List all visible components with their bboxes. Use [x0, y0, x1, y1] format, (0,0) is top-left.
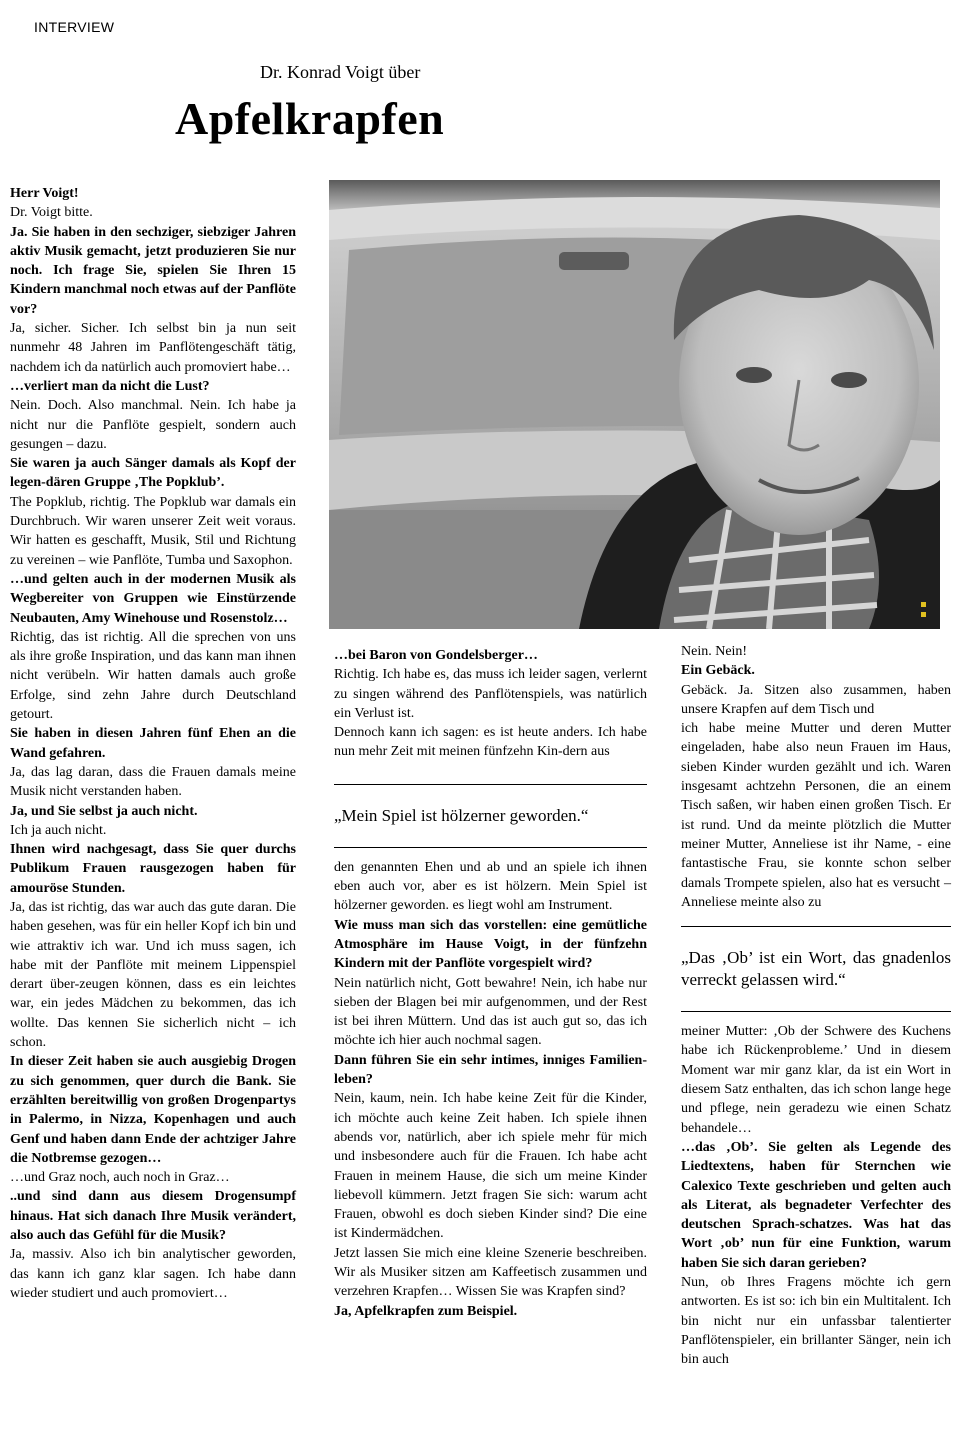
column-2-top	[334, 646, 647, 762]
column-1	[10, 184, 296, 1303]
interview-answer: Ja, sicher. Sicher. Ich selbst bin ja nun seit nunmehr 48 Jahren im Panflötengeschäft tätig, nachdem ich da natürlich auch promoviert habe…	[10, 321, 296, 375]
interview-answer: ich habe meine Mutter und deren Mutter eingeladen, habe also neun Frauen im Haus, sieben Kinder wurden gezählt und ich. Waren insgesamt achtzehn Personen, die an einem Tisch saßen, wir haben einen großen Tisch. Er ist rund. Und da meinte plötzlich die Mutter meiner Mutter, Anneliese ist ihr Name, - eine fantastische Frau, sie konnte schon selber damals Trompete spielen, also hat es versucht – Anneliese meinte also zu	[681, 721, 951, 910]
article-subtitle: Dr. Konrad Voigt über	[260, 62, 421, 82]
interview-question: …bei Baron von Gondelsberger…	[334, 648, 538, 663]
interview-answer: Dennoch kann ich sagen: es ist heute anders. Ich habe nun mehr Zeit mit meinen fünfzehn Kin-dern aus	[334, 725, 647, 760]
column-3-top	[681, 642, 951, 912]
interview-answer: Nein, kaum, nein. Ich habe keine Zeit für die Kinder, ich möchte auch keine Zeit haben. Ich spiele ihnen abends vor, natürlich, aber ich spiele mehr für mich und insbesondere auch für die Frauen. Ich habe acht Frauen in meinem Hause, die sich um meine Kinder liebevoll kümmern. Jetzt fragen Sie sich: warum acht Frauen, obwohl es doch sieben Kinder sind? Die eine ist Kindermädchen.	[334, 1091, 647, 1242]
portrait-photo	[329, 180, 940, 629]
interview-answer: Ich ja auch nicht.	[10, 822, 107, 838]
pull-quote-2: „Das ‚Ob’ ist ein Wort, das gnadenlos verreckt gelassen wird.“	[681, 926, 951, 1012]
interview-answer: Nein natürlich nicht, Gott bewahre! Nein, ich habe nur sieben der Blagen bei mir aufgenommen, und der Rest ist bei ihren Müttern. Und das ist auch gut so, das ich möchte ich hier auch nochmal sagen.	[334, 975, 647, 1049]
interview-question: Ja. Sie haben in den sechziger, siebziger Jahren aktiv Musik gemacht, jetzt produzieren Sie nur noch. Ich frage Sie, spielen Sie Ihren 15 Kindern manchmal noch etwas auf der Panflöte vor?	[10, 224, 296, 317]
column-2	[334, 646, 647, 1321]
interview-answer: …und Graz noch, auch noch in Graz…	[10, 1170, 230, 1186]
interview-answer: Jetzt lassen Sie mich eine kleine Szenerie beschreiben. Wir als Musiker sitzen am Kaffeetisch zusammen und verzehren Krapfen… Wissen Sie was Krapfen sind?	[334, 1245, 647, 1300]
column-2-bottom	[334, 858, 647, 1321]
interview-answer: meiner Mutter: ‚Ob der Schwere des Kuchens habe ich Rückenprobleme.’ Und in diesem Moment war mir ganz klar, da ist ein Wort in diesem Satz enthalten, das ich schon lange hege und pflege, nein geradezu wie einen Schatz behandele…	[681, 1024, 951, 1136]
interview-question: …das ‚Ob’. Sie gelten als Legende des Liedtextens, haben für Sternchen wie Calexico Texte geschrieben und gelten auch als Literat, als begnadeter Verfechter des deutschen Sprach-schatzes. Was hat das Wort ‚ob’ nun für eine Funktion, warum haben Sie sich daran gerieben?	[681, 1139, 951, 1271]
interview-question: Ein Gebäck.	[681, 663, 755, 679]
article-title: Apfelkrapfen	[175, 93, 445, 144]
interview-answer: Richtig. Ich habe es, das muss ich leider sagen, verlernt zu singen während des Panflötenspiels, was natürlich ein Verlust ist.	[334, 667, 647, 721]
interview-answer: Nein. Nein!	[681, 644, 748, 659]
interview-question: …verliert man da nicht die Lust?	[10, 378, 210, 394]
interview-question: Wie muss man sich das vorstellen: eine gemütliche Atmosphäre im Hause Voigt, in der fünfzehn Kindern mit der Panflöte vorgespielt wird?	[334, 917, 647, 972]
interview-question: Ihnen wird nachgesagt, dass Sie quer durchs Publikum Frauen rausgezogen haben für amouröse Stunden.	[10, 842, 296, 896]
interview-question: Ja, Apfelkrapfen zum Beispiel.	[334, 1303, 518, 1319]
interview-question: Herr Voigt!	[10, 186, 79, 201]
interview-question: In dieser Zeit haben sie auch ausgiebig Drogen zu sich genommen, quer durch die Bank. Sie erzählten bereitwillig von großen Drogenpartys in Palermo, in Nizza, Kopenhagen und auch Genf und haben dann Ende der achtziger Jahre die Notbremse gezogen…	[10, 1054, 296, 1166]
interview-answer: den genannten Ehen und ab und an spiele ich ihnen eben auch vor, aber es ist hölzern. Mein Spiel ist hölzerner geworden. es liegt wohl am Instrument.	[334, 859, 647, 914]
interview-question: ..und sind dann aus diesem Drogensumpf hinaus. Hat sich danach Ihre Musik verändert, also auch das Gefühl für die Musik?	[10, 1189, 296, 1244]
interview-answer: Nein. Doch. Also manchmal. Nein. Ich habe ja nicht nur die Panflöte gespielt, sondern auch gesungen – dazu.	[10, 398, 296, 452]
interview-question: Sie waren ja auch Sänger damals als Kopf der legen-dären Gruppe ‚The Popklub’.	[10, 456, 296, 491]
interview-answer: Ja, das lag daran, dass die Frauen damals meine Musik nicht verstanden haben.	[10, 764, 296, 800]
interview-question: …und gelten auch in der modernen Musik als Wegbereiter von Gruppen wie Einstürzende Neubauten, Amy Winehouse und Rosenstolz…	[10, 571, 296, 626]
column-3	[681, 642, 951, 1370]
interview-answer: Ja, massiv. Also ich bin analytischer geworden, das kann ich ganz klar sagen. Ich habe dann wieder studiert und auch promoviert…	[10, 1247, 296, 1301]
interview-answer: Nun, ob Ihres Fragens möchte ich gern antworten. Es ist so: ich bin ein Multitalent. Ich bin nicht nur ein unfassbar talentierter Panflötenspieler, ein brillanter Sänger, nein ich bin auch	[681, 1275, 951, 1368]
pull-quote-1: „Mein Spiel ist hölzerner geworden.“	[334, 784, 647, 848]
interview-answer: Richtig, das ist richtig. All die sprechen von uns als ihre große Inspiration, und das kann man ihnen nicht verübeln. Wir hatten damals auch große Erfolge, sind zehn Jahre durch Deutschland getourt.	[10, 629, 296, 723]
interview-answer: Gebäck. Ja. Sitzen also zusammen, haben unsere Krapfen auf dem Tisch und	[681, 682, 951, 717]
interview-answer: Ja, das ist richtig, das war auch das gute daran. Die haben gesehen, was für ein heller Kopf ich bin und wie attraktiv ich war. Und ich muss sagen, ich habe mit der Panflöte mit meinem Lippenspiel derart über-zeugen können, dass es ein leichtes war, ein jedes Mädchen zu bekommen, das ich wollte. Das kennen Sie sicherlich nicht – ich schon.	[10, 899, 296, 1051]
portrait-illustration	[329, 180, 940, 629]
interview-question: Ja, und Sie selbst ja auch nicht.	[10, 803, 198, 819]
column-3-bottom	[681, 1022, 951, 1369]
section-kicker: INTERVIEW	[34, 19, 115, 35]
interview-answer: Dr. Voigt bitte.	[10, 205, 93, 221]
interview-question: Dann führen Sie ein sehr intimes, inniges Familien-leben?	[334, 1052, 647, 1088]
interview-question: Sie haben in diesen Jahren fünf Ehen an die Wand gefahren.	[10, 726, 296, 761]
interview-answer: The Popklub, richtig. The Popklub war damals ein Durchbruch. Wir waren unserer Zeit weit voraus. Wir hatten es geschafft, Musik, Stil und Richtung zu vereinen – wie Panflöte, Tumba und Saxophon.	[10, 494, 296, 568]
